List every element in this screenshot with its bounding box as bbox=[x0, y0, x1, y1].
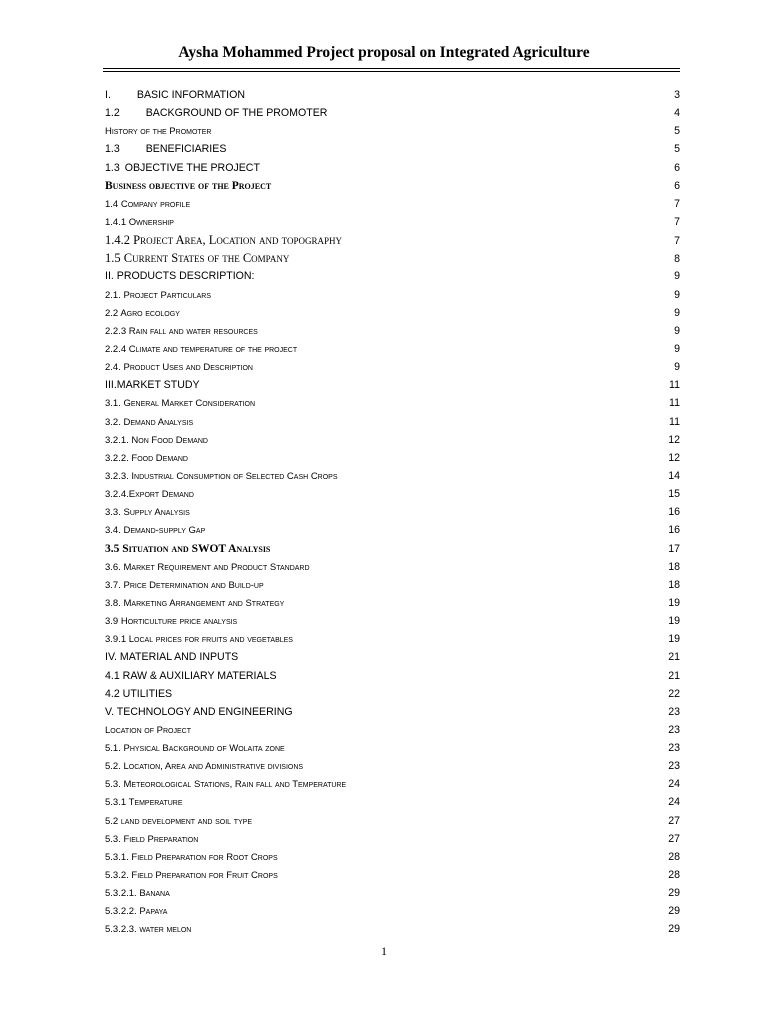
toc-entry-label: 3.7. Price Determination and Build-up bbox=[105, 579, 264, 591]
toc-entry-label: 2.2.4 Climate and temperature of the project bbox=[105, 343, 298, 355]
toc-entry-label: V. TECHNOLOGY AND ENGINEERING bbox=[105, 705, 293, 718]
toc-entry-page: 27 bbox=[668, 814, 680, 827]
toc-entry-page: 11 bbox=[669, 415, 680, 428]
toc-entry-label: III.MARKET STUDY bbox=[105, 379, 200, 392]
toc-entry[interactable] bbox=[105, 902, 680, 920]
toc-entry-label: 5.1. Physical Background of Wolaita zone bbox=[105, 743, 285, 755]
toc-entry[interactable] bbox=[105, 449, 680, 467]
toc-entry-page: 9 bbox=[674, 324, 680, 337]
toc-entry-title bbox=[105, 323, 258, 341]
page-header-title: Aysha Mohammed Project proposal on Integrated Agriculture bbox=[178, 44, 590, 61]
toc-entry[interactable] bbox=[105, 703, 680, 721]
table-of-contents bbox=[105, 86, 680, 939]
toc-entry-page: 11 bbox=[669, 397, 680, 410]
toc-entry-page: 7 bbox=[674, 215, 680, 228]
toc-entry-page: 9 bbox=[674, 270, 680, 283]
toc-entry-page: 6 bbox=[674, 179, 680, 192]
toc-entry-title bbox=[105, 159, 260, 177]
toc-entry-label: 3.2.1. Non Food Demand bbox=[105, 434, 208, 446]
toc-entry-title bbox=[105, 86, 245, 104]
toc-entry-page: 14 bbox=[668, 469, 680, 482]
toc-entry[interactable] bbox=[105, 630, 680, 648]
toc-entry-page: 22 bbox=[668, 687, 680, 700]
toc-entry-title bbox=[105, 450, 188, 468]
toc-entry-title bbox=[105, 177, 271, 195]
toc-entry[interactable] bbox=[105, 576, 680, 594]
toc-entry-page: 9 bbox=[674, 306, 680, 319]
toc-entry-page: 16 bbox=[668, 506, 680, 519]
header-rule bbox=[103, 71, 680, 72]
toc-entry-label: BACKGROUND OF THE PROMOTER bbox=[145, 107, 328, 120]
toc-entry[interactable] bbox=[105, 884, 680, 902]
toc-entry-label: OBJECTIVE THE PROJECT bbox=[124, 161, 260, 174]
toc-entry-label: 3.9.1 Local prices for fruits and vegetables bbox=[105, 634, 293, 646]
toc-entry-title bbox=[105, 249, 289, 267]
toc-entry-title bbox=[105, 776, 346, 794]
toc-entry-label: 3.6. Market Requirement and Product Standard bbox=[105, 561, 310, 573]
toc-entry[interactable] bbox=[105, 775, 680, 793]
toc-entry-page: 11 bbox=[669, 379, 680, 392]
toc-entry-number: 1.3 bbox=[105, 143, 120, 156]
toc-entry-title bbox=[105, 867, 278, 885]
toc-entry-title bbox=[105, 903, 167, 921]
toc-entry[interactable] bbox=[105, 231, 680, 249]
toc-entry-page: 12 bbox=[668, 433, 680, 446]
toc-entry-page: 18 bbox=[668, 578, 680, 591]
toc-entry[interactable] bbox=[105, 122, 680, 140]
toc-entry-title bbox=[105, 504, 190, 522]
toc-entry[interactable] bbox=[105, 140, 680, 158]
toc-entry-number: I. bbox=[105, 89, 111, 101]
toc-entry-page: 21 bbox=[668, 651, 680, 664]
toc-entry[interactable] bbox=[105, 648, 680, 666]
toc-entry[interactable] bbox=[105, 304, 680, 322]
toc-entry-title bbox=[105, 104, 327, 122]
toc-entry[interactable] bbox=[105, 431, 680, 449]
toc-entry-title bbox=[105, 758, 303, 776]
toc-entry-label: 3.2. Demand Analysis bbox=[105, 416, 194, 428]
toc-entry-page: 28 bbox=[668, 850, 680, 863]
toc-entry[interactable] bbox=[105, 485, 680, 503]
toc-entry[interactable] bbox=[105, 594, 680, 612]
toc-entry[interactable] bbox=[105, 812, 680, 830]
toc-entry-title bbox=[105, 214, 174, 232]
toc-entry-title bbox=[105, 831, 198, 849]
toc-entry-title bbox=[105, 559, 310, 577]
toc-entry-page: 16 bbox=[668, 524, 680, 537]
toc-entry-label: 5.3.1. Field Preparation for Root Crops bbox=[105, 851, 278, 863]
toc-entry[interactable] bbox=[105, 358, 680, 376]
toc-entry[interactable] bbox=[105, 213, 680, 231]
toc-entry-title bbox=[105, 486, 194, 504]
toc-entry-label: 4.1 RAW & AUXILIARY MATERIALS bbox=[105, 669, 277, 682]
toc-entry[interactable] bbox=[105, 521, 680, 539]
toc-entry-page: 27 bbox=[668, 832, 680, 845]
toc-entry-title bbox=[105, 376, 200, 394]
toc-entry[interactable] bbox=[105, 721, 680, 739]
toc-entry-title bbox=[105, 123, 211, 141]
toc-entry-label: 1.5 Current States of the Company bbox=[105, 251, 290, 266]
toc-entry[interactable] bbox=[105, 848, 680, 866]
toc-entry-label: 3.8. Marketing Arrangement and Strategy bbox=[105, 597, 285, 609]
toc-entry-label: 5.3.2.1. Banana bbox=[105, 888, 170, 900]
toc-entry-number: 1.3 bbox=[105, 161, 120, 174]
toc-entry[interactable] bbox=[105, 413, 680, 431]
toc-entry-page: 9 bbox=[674, 342, 680, 355]
toc-entry-title bbox=[105, 813, 252, 831]
toc-entry-page: 7 bbox=[674, 197, 680, 210]
toc-entry-title bbox=[105, 577, 264, 595]
toc-entry-number: 1.2 bbox=[105, 107, 120, 120]
toc-entry-label: 4.2 UTILITIES bbox=[105, 687, 173, 700]
toc-entry[interactable] bbox=[105, 757, 680, 775]
toc-entry[interactable] bbox=[105, 685, 680, 703]
toc-entry[interactable] bbox=[105, 322, 680, 340]
toc-entry-page: 23 bbox=[668, 760, 680, 773]
toc-entry-title bbox=[105, 468, 338, 486]
toc-entry-label: 3.4. Demand-supply Gap bbox=[105, 525, 206, 537]
toc-entry-page: 3 bbox=[674, 89, 680, 101]
toc-entry-title bbox=[105, 359, 253, 377]
toc-entry-title bbox=[105, 794, 183, 812]
toc-entry-label: 5.2 land development and soil type bbox=[105, 815, 252, 827]
toc-entry-label: History of the Promoter bbox=[105, 126, 212, 138]
toc-entry-label: 5.3. Field Preparation bbox=[105, 833, 199, 845]
toc-entry-title bbox=[105, 722, 191, 740]
toc-entry-title bbox=[105, 921, 191, 939]
toc-entry-page: 9 bbox=[674, 361, 680, 374]
toc-entry-title bbox=[105, 432, 208, 450]
toc-entry[interactable] bbox=[105, 86, 680, 104]
toc-entry-label: 1.4.1 Ownership bbox=[105, 216, 174, 228]
toc-entry-page: 19 bbox=[668, 633, 680, 646]
toc-entry[interactable] bbox=[105, 286, 680, 304]
toc-entry-title bbox=[105, 885, 170, 903]
toc-entry-title bbox=[105, 305, 180, 323]
toc-entry-page: 18 bbox=[668, 560, 680, 573]
toc-entry[interactable] bbox=[105, 467, 680, 485]
toc-entry[interactable] bbox=[105, 866, 680, 884]
toc-entry-title bbox=[105, 685, 172, 703]
toc-entry-title bbox=[105, 631, 293, 649]
toc-entry-page: 17 bbox=[668, 542, 680, 555]
toc-entry[interactable] bbox=[105, 739, 680, 757]
toc-entry-page: 28 bbox=[668, 869, 680, 882]
toc-entry-page: 5 bbox=[674, 125, 680, 138]
toc-entry[interactable] bbox=[105, 667, 680, 685]
toc-entry-label: 1.4.2 Project Area, Location and topography bbox=[105, 233, 343, 248]
toc-entry[interactable] bbox=[105, 159, 680, 177]
toc-entry-page: 8 bbox=[674, 253, 680, 266]
toc-entry-label: 5.3.2. Field Preparation for Fruit Crops bbox=[105, 870, 278, 882]
toc-entry-title bbox=[105, 540, 270, 558]
toc-entry[interactable] bbox=[105, 195, 680, 213]
toc-entry-page: 6 bbox=[674, 161, 680, 174]
toc-entry-title bbox=[105, 648, 238, 666]
toc-entry-title bbox=[105, 287, 211, 305]
toc-entry[interactable] bbox=[105, 177, 680, 195]
toc-entry-label: Location of Project bbox=[105, 724, 191, 736]
toc-entry-label: BASIC INFORMATION bbox=[136, 89, 245, 101]
toc-entry[interactable] bbox=[105, 340, 680, 358]
toc-entry-page: 19 bbox=[668, 596, 680, 609]
toc-entry-title bbox=[105, 849, 278, 867]
toc-entry-page: 24 bbox=[668, 796, 680, 809]
toc-entry[interactable] bbox=[105, 558, 680, 576]
toc-entry-title bbox=[105, 613, 237, 631]
toc-entry-title bbox=[105, 341, 297, 359]
toc-entry-page: 23 bbox=[668, 723, 680, 736]
toc-entry[interactable] bbox=[105, 267, 680, 285]
toc-entry-label: II. PRODUCTS DESCRIPTION: bbox=[105, 270, 255, 283]
toc-entry-page: 4 bbox=[674, 107, 680, 120]
toc-entry-page: 29 bbox=[668, 923, 680, 936]
toc-entry-title bbox=[105, 196, 190, 214]
toc-entry-page: 23 bbox=[668, 742, 680, 755]
toc-entry-label: 3.9 Horticulture price analysis bbox=[105, 616, 238, 628]
toc-entry-page: 24 bbox=[668, 778, 680, 791]
toc-entry-label: 1.4 Company profile bbox=[105, 198, 191, 210]
toc-entry-title bbox=[105, 595, 284, 613]
toc-entry-label: 5.3.2.2. Papaya bbox=[105, 906, 168, 918]
toc-entry[interactable] bbox=[105, 612, 680, 630]
toc-entry-label: 5.3.2.3. water melon bbox=[105, 924, 192, 936]
toc-entry-page: 15 bbox=[668, 488, 680, 501]
toc-entry-label: 3.3. Supply Analysis bbox=[105, 507, 190, 519]
toc-entry-label: IV. MATERIAL AND INPUTS bbox=[105, 651, 239, 664]
toc-entry-title bbox=[105, 267, 255, 285]
toc-entry-label: 3.5 Situation and SWOT Analysis bbox=[105, 542, 271, 555]
toc-entry-page: 23 bbox=[668, 705, 680, 718]
toc-entry-page: 7 bbox=[674, 235, 680, 248]
toc-entry-title bbox=[105, 140, 226, 158]
toc-entry-label: 2.1. Project Particulars bbox=[105, 289, 212, 301]
toc-entry-label: 2.2.3 Rain fall and water resources bbox=[105, 325, 258, 337]
toc-entry-page: 19 bbox=[668, 615, 680, 628]
toc-entry-page: 21 bbox=[668, 669, 680, 682]
toc-entry-page: 29 bbox=[668, 887, 680, 900]
toc-entry-label: 5.2. Location, Area and Administrative divisions bbox=[105, 761, 304, 773]
toc-entry[interactable] bbox=[105, 793, 680, 811]
toc-entry-label: 3.2.4.Export Demand bbox=[105, 489, 194, 501]
toc-entry-title bbox=[105, 395, 255, 413]
toc-entry[interactable] bbox=[105, 920, 680, 938]
toc-entry-title bbox=[105, 740, 285, 758]
toc-entry-label: 5.3. Meteorological Stations, Rain fall and Temperature bbox=[105, 779, 347, 791]
toc-entry[interactable] bbox=[105, 104, 680, 122]
toc-entry[interactable] bbox=[105, 503, 680, 521]
toc-entry-page: 29 bbox=[668, 905, 680, 918]
toc-entry-title bbox=[105, 231, 342, 249]
toc-entry-title bbox=[105, 703, 293, 721]
toc-entry-page: 9 bbox=[674, 288, 680, 301]
toc-entry-title bbox=[105, 414, 193, 432]
toc-entry-label: 2.2 Agro ecology bbox=[105, 307, 180, 319]
toc-entry-label: BENEFICIARIES bbox=[145, 143, 227, 156]
toc-entry-title bbox=[105, 667, 277, 685]
toc-entry-label: Business objective of the Project bbox=[105, 179, 272, 192]
toc-entry[interactable] bbox=[105, 540, 680, 558]
toc-entry-title bbox=[105, 522, 205, 540]
toc-entry[interactable] bbox=[105, 376, 680, 394]
toc-entry[interactable] bbox=[105, 394, 680, 412]
toc-entry[interactable] bbox=[105, 830, 680, 848]
toc-entry-label: 3.1. General Market Consideration bbox=[105, 398, 256, 410]
toc-entry[interactable] bbox=[105, 249, 680, 267]
page-number: 1 bbox=[381, 944, 387, 958]
toc-entry-page: 5 bbox=[674, 143, 680, 156]
header-rule bbox=[103, 68, 680, 69]
toc-entry-label: 3.2.2. Food Demand bbox=[105, 452, 188, 464]
toc-entry-label: 5.3.1 Temperature bbox=[105, 797, 183, 809]
toc-entry-label: 3.2.3. Industrial Consumption of Selected Cash Crops bbox=[105, 470, 338, 482]
toc-entry-page: 12 bbox=[668, 451, 680, 464]
toc-entry-label: 2.4. Product Uses and Description bbox=[105, 362, 253, 374]
